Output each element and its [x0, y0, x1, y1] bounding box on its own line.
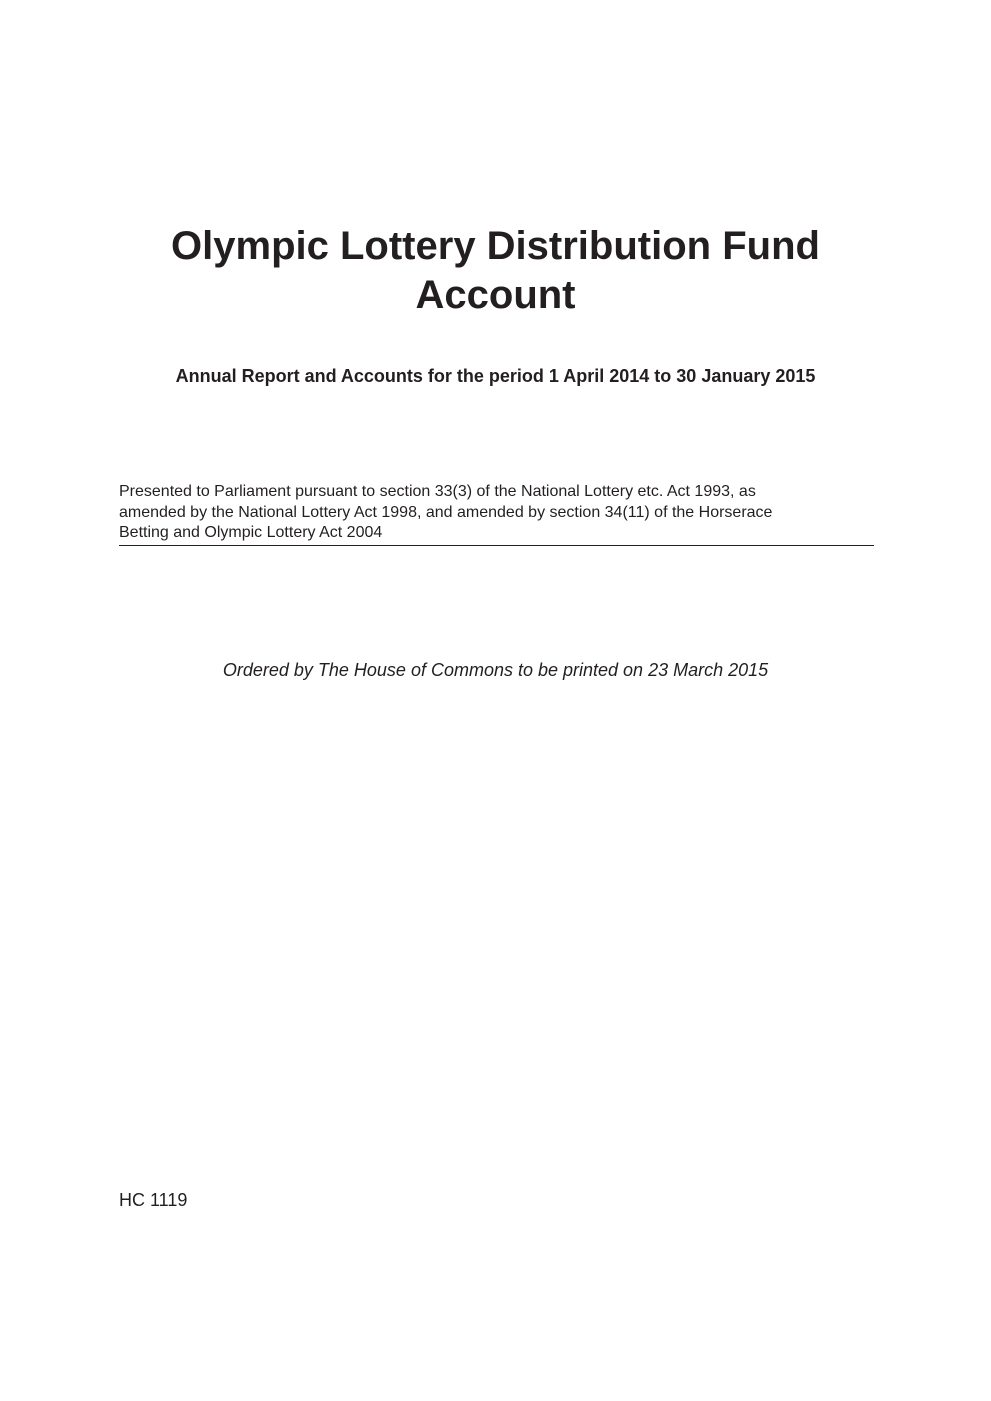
ordered-statement: Ordered by The House of Commons to be printed on 23 March 2015 [222, 660, 769, 680]
presented-line: Betting and Olympic Lottery Act 2004 [119, 524, 383, 541]
title-line-2: Account [415, 273, 576, 317]
presented-line: amended by the National Lottery Act 1998, and amended by section 34(11) of the Horserace [119, 503, 773, 521]
page-title [0, 222, 991, 320]
subtitle: Annual Report and Accounts for the period 1 April 2014 to 30 January 2015 [175, 366, 816, 386]
title-line-1: Olympic Lottery Distribution Fund [171, 224, 820, 268]
presented-line: Presented to Parliament pursuant to section 33(3) of the National Lottery etc. Act 1993, as [119, 483, 756, 500]
hc-number: HC 1119 [119, 1190, 188, 1210]
presented-statement [119, 482, 874, 546]
